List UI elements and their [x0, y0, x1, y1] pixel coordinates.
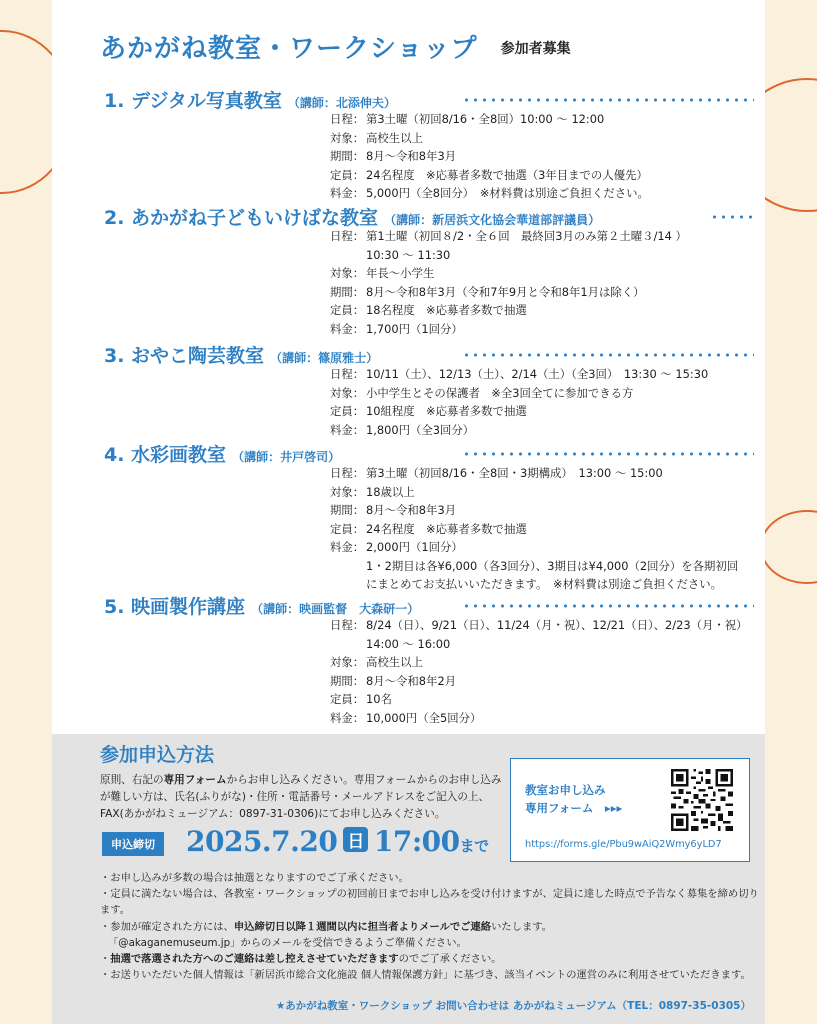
detail-value: 14:00 ～ 16:00 [366, 636, 451, 651]
desc-text: からお申し込みください。専用フォームからのお申し込みが難しい方は、氏名(ふりがな)・住所・電話番号・メールアドレスをご記入の上、FAX(あかがねミュージアム：0897-31-0306)にてお申し込みください。 [100, 774, 502, 820]
course-title: 3. おやこ陶芸教室 [104, 345, 265, 367]
note-text: のでご了承ください。 [398, 953, 502, 966]
detail-row [330, 227, 754, 246]
detail-row [330, 653, 754, 672]
detail-value: 24名程度 ※応募者多数で抽選（3年目までの人優先） [366, 167, 648, 182]
detail-row [330, 166, 754, 185]
detail-value: 8月～令和8年3月 [366, 149, 457, 163]
detail-value: 8月～令和8年3月 [366, 503, 457, 517]
dotted-divider [710, 215, 754, 219]
detail-label [330, 635, 366, 654]
detail-value: 10組程度 ※応募者多数で抽選 [366, 404, 527, 418]
course-instructor: （講師：井戸啓司） [232, 450, 341, 464]
detail-value: 18名程度 ※応募者多数で抽選 [366, 303, 527, 317]
course-2 [104, 203, 754, 338]
detail-row [330, 283, 754, 302]
detail-row [330, 301, 754, 320]
course-details [330, 227, 754, 338]
detail-row [330, 635, 754, 654]
detail-row [330, 501, 754, 520]
notes [100, 870, 760, 983]
detail-row [330, 129, 754, 148]
detail-row [330, 483, 754, 502]
detail-row [330, 402, 754, 421]
note-text: ・参加が確定された方には、 [100, 920, 234, 933]
detail-value: 高校生以上 [366, 130, 423, 145]
detail-row [330, 672, 754, 691]
detail-label: 期間： [330, 149, 365, 163]
deadline-until: まで [459, 837, 489, 855]
course-1 [104, 86, 754, 203]
dotted-divider [462, 98, 754, 102]
detail-value: 1・2期目は各¥6,000（各3回分）、3期目は¥4,000（2回分）を各期初回 [366, 558, 739, 573]
detail-label: 定員： [330, 404, 365, 418]
detail-row [330, 110, 754, 129]
note-bold: 申込締切日以降１週間以内に担当者よりメールでご連絡 [233, 920, 492, 933]
contact-info: ★あかがね教室・ワークショップ お問い合わせは あかがねミュージアム（TEL：0897-35-0305） [275, 1000, 751, 1012]
form-label [525, 781, 622, 817]
deadline-day: 日 [343, 827, 368, 852]
qr-code-icon[interactable] [671, 769, 733, 831]
detail-label: 対象： [330, 130, 365, 145]
note-bold: 抽選で落選された方へのご連絡は差し控えさせていただきます [110, 953, 399, 966]
note-item: 「@akaganemuseum.jp」からのメールを受信できるようご準備ください。 [108, 936, 467, 949]
detail-label: 日程： [330, 229, 365, 243]
detail-label: 対象： [330, 266, 365, 280]
detail-row [330, 616, 754, 635]
note-item [100, 919, 760, 935]
course-4 [104, 440, 754, 594]
detail-value: 8月～令和8年2月 [366, 673, 457, 688]
detail-label: 料金： [330, 321, 365, 336]
dotted-divider [462, 452, 754, 456]
detail-value: 高校生以上 [366, 655, 423, 669]
detail-label: 料金： [330, 422, 365, 437]
detail-row [330, 557, 754, 576]
course-instructor: （講師：篠原雅士） [270, 351, 379, 365]
detail-label: 期間： [330, 284, 365, 299]
detail-label: 期間： [330, 673, 365, 688]
note-item: ・お申し込みが多数の場合は抽選となりますのでご了承ください。 [100, 872, 409, 884]
detail-value: 10名 [366, 692, 392, 706]
detail-value: 10:30 ～ 11:30 [366, 247, 451, 262]
deadline-time: 17:00 [373, 825, 460, 858]
deadline-date: 2025.7.20 [186, 825, 338, 858]
detail-value: 8月～令和8年3月（令和7年9月と令和8年1月は除く） [366, 284, 645, 299]
detail-label: 期間： [330, 503, 365, 517]
detail-value: 小中学生とその保護者 ※全3回全てに参加できる方 [366, 385, 634, 400]
course-instructor: （講師：北添伸夫） [287, 96, 396, 110]
detail-value: 2,000円（1回分） [366, 540, 463, 554]
detail-row [330, 538, 754, 557]
detail-value: 24名程度 ※応募者多数で抽選 [366, 521, 527, 536]
note-item: ・定員に満たない場合は、各教室・ワークショップの初回前日までお申し込みを受け付けますが、定員に達した時点で予告なく募集を締め切ります。 [100, 888, 759, 917]
detail-label: 対象： [330, 385, 365, 400]
detail-row [330, 320, 754, 339]
header [100, 28, 571, 65]
detail-label: 対象： [330, 655, 365, 669]
detail-label: 日程： [330, 112, 365, 126]
detail-row [330, 575, 754, 594]
detail-row [330, 690, 754, 709]
detail-row [330, 147, 754, 166]
form-label-line: 専用フォーム ▸▸▸ [525, 801, 623, 815]
detail-row [330, 421, 754, 440]
detail-label: 料金： [330, 710, 365, 725]
detail-row [330, 365, 754, 384]
application-section [52, 734, 765, 1024]
detail-value: 10/11（土）、12/13（土）、2/14（土）（全3回） 13:30 ～ 15:30 [366, 367, 709, 381]
detail-value: 8/24（日）、9/21（日）、11/24（月・祝）、12/21（日）、2/23（月・祝） [366, 618, 748, 632]
note-text: ・ [100, 953, 111, 966]
page-subtitle: 参加者募集 [500, 41, 571, 57]
detail-value: 1,700円（1回分） [366, 321, 463, 336]
dotted-divider [462, 604, 754, 608]
detail-value: にまとめてお支払いいただきます。 ※材料費は別途ご負担ください。 [366, 577, 723, 591]
detail-value: 第1土曜（初回８/2・全６回 最終回3月のみ第２土曜３/14 ） [366, 229, 687, 243]
desc-bold: 専用フォーム [163, 774, 227, 786]
detail-label: 料金： [330, 186, 365, 200]
course-instructor: （講師：新居浜文化協会華道部評議員） [384, 213, 601, 227]
flyer-page [52, 0, 765, 1024]
deadline-label: 申込締切 [102, 832, 164, 856]
course-5 [104, 592, 754, 727]
application-form-box[interactable] [510, 758, 750, 862]
detail-label [330, 575, 366, 594]
deadline [186, 825, 489, 858]
note-item: ・お送りいただいた個人情報は「新居浜市総合文化施設 個人情報保護方針」に基づき、該当イベントの運営のみに利用させていただきます。 [100, 969, 751, 982]
dotted-divider [462, 353, 754, 357]
note-text: いたします。 [491, 920, 553, 933]
detail-value: 10,000円（全5回分） [366, 710, 482, 725]
course-title: 2. あかがね子どもいけばな教室 [104, 207, 379, 229]
detail-label: 定員： [330, 692, 365, 706]
course-title: 5. 映画製作講座 [104, 596, 246, 618]
course-details [330, 464, 754, 594]
note-item [100, 951, 760, 967]
course-details [330, 616, 754, 727]
detail-row [330, 184, 754, 203]
course-instructor: （講師：映画監督 大森研一） [251, 602, 420, 616]
application-title: 参加申込方法 [100, 744, 215, 766]
detail-label: 定員： [330, 167, 365, 182]
detail-row [330, 264, 754, 283]
course-details [330, 365, 754, 439]
detail-row [330, 520, 754, 539]
detail-label: 日程： [330, 466, 365, 480]
form-url-link[interactable]: https://forms.gle/Pbu9wAiQ2Wmy6yLD7 [525, 839, 722, 850]
detail-label [330, 246, 366, 265]
course-3 [104, 341, 754, 439]
course-title: 1. デジタル写真教室 [104, 90, 282, 112]
course-details [330, 110, 754, 203]
decorative-circle-right-mid [760, 510, 817, 584]
detail-value: 1,800円（全3回分） [366, 422, 475, 437]
course-title: 4. 水彩画教室 [104, 444, 227, 466]
form-label-line: 教室お申し込み [525, 783, 606, 797]
detail-label [330, 557, 366, 576]
detail-label: 日程： [330, 618, 365, 632]
detail-value: 5,000円（全8回分） ※材料費は別途ご負担ください。 [366, 186, 649, 200]
desc-text: 原則、右記の [100, 774, 164, 786]
detail-label: 日程： [330, 367, 365, 381]
detail-label: 定員： [330, 521, 365, 536]
detail-row [330, 246, 754, 265]
detail-value: 第3土曜（初回8/16・全8回・3期構成） 13:00 ～ 15:00 [366, 466, 663, 480]
detail-label: 料金： [330, 540, 365, 554]
detail-label: 定員： [330, 303, 365, 317]
detail-value: 第3土曜（初回8/16・全8回）10:00 ～ 12:00 [366, 112, 605, 126]
detail-label: 対象： [330, 484, 365, 499]
detail-row [330, 384, 754, 403]
detail-row [330, 464, 754, 483]
detail-value: 年長～小学生 [366, 266, 435, 280]
detail-value: 18歳以上 [366, 484, 415, 499]
application-description [100, 772, 510, 823]
page-title: あかがね教室・ワークショップ [100, 34, 478, 64]
detail-row [330, 709, 754, 728]
